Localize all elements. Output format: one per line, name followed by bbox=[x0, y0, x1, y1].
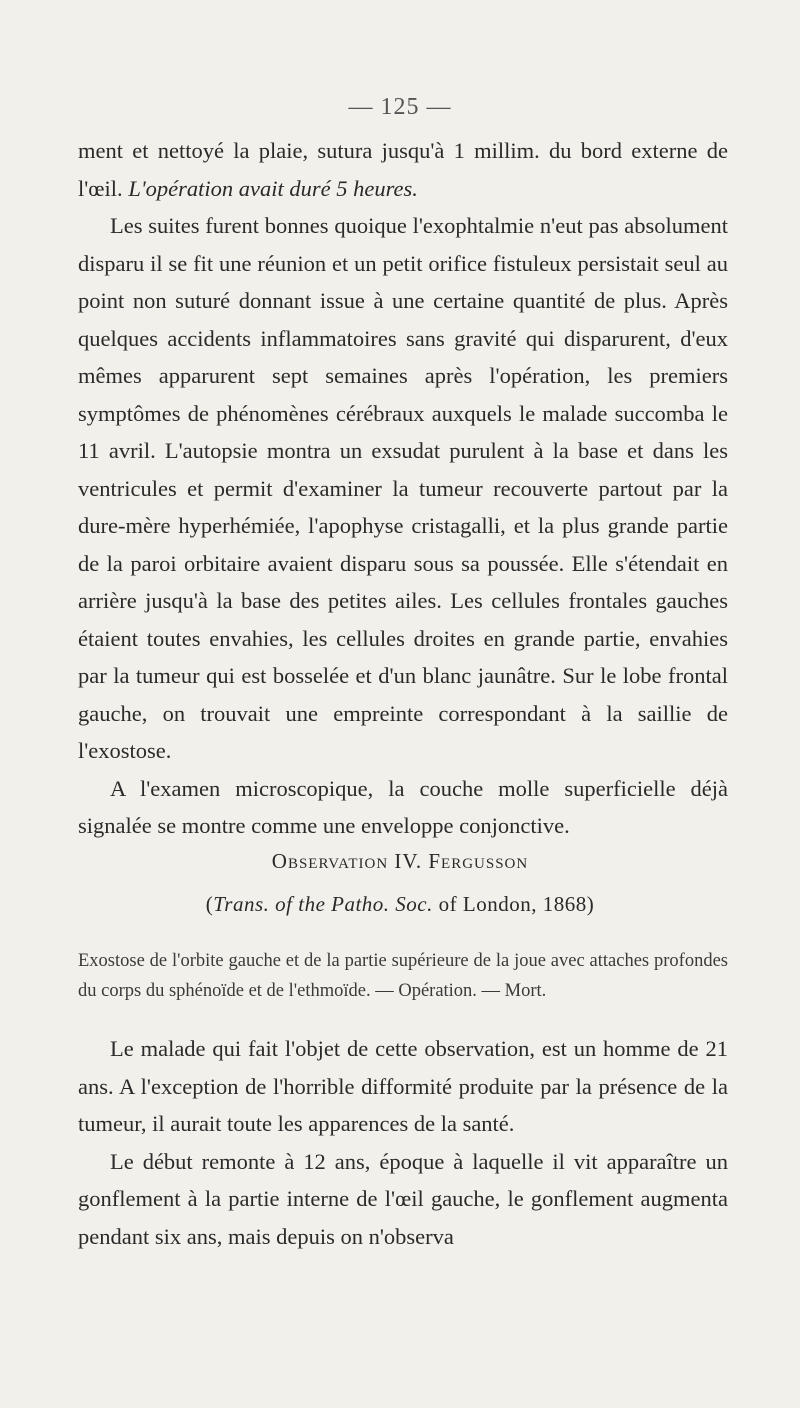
observation-heading: Observation IV. Fergusson bbox=[271, 849, 529, 873]
paragraph-text: ment et nettoyé la plaie, sutura jusqu'à 1 millim. du bord externe de l'œil. bbox=[78, 138, 728, 201]
paragraph-patient: Le malade qui fait l'objet de cette observation, est un homme de 21 ans. A l'exception de l'horrible difformité produite par la présence de la tumeur, il aurait toute les apparences de la santé. bbox=[78, 1036, 728, 1136]
case-summary: Exostose de l'orbite gauche et de la partie supérieure de la joue avec attaches profondes du corps du sphénoïde et de l'ethmoïde. — Opération. — Mort. bbox=[78, 951, 728, 1001]
reference-rest: of London, 1868) bbox=[432, 892, 595, 916]
reference-journal: Trans. of the Patho. Soc. bbox=[213, 892, 433, 916]
paragraph-suites: Les suites furent bonnes quoique l'exophtalmie n'eut pas absolument disparu il se fit une réunion et un petit orifice fistuleux persistait seul au point non suturé donnant issue à une certaine quantité de plus. Après quelques accidents inflammatoires sans gravité qui disparurent, d'eux mêmes apparurent sept semaines après l'opération, les premiers symptômes de phénomènes cérébraux auxquels le malade succomba le 11 avril. L'autopsie montra un exsudat purulent à la base et dans les ventricules et permit d'examiner la tumeur recouverte partout par la dure-mère hyperhémiée, l'apophyse cristagalli, et la plus grande partie de la paroi orbitaire avaient disparu sous sa poussée. Elle s'étendait en arrière jusqu'à la base des petites ailes. Les cellules frontales gauches étaient toutes envahies, les cellules droites en grande partie, envahies par la tumeur qui est bosselée et d'un blanc jaunâtre. Sur le lobe frontal gauche, on trouvait une empreinte correspondant à la saillie de l'exostose. bbox=[78, 213, 728, 763]
paragraph-continuation bbox=[78, 132, 728, 207]
body-text-top bbox=[78, 132, 728, 845]
paragraph-microscopy: A l'examen microscopique, la couche molle superficielle déjà signalée se montre comme une enveloppe conjonctive. bbox=[78, 775, 728, 838]
reference-open: ( bbox=[205, 892, 214, 916]
paragraph-onset: Le début remonte à 12 ans, époque à laquelle il vit apparaître un gonflement à la partie interne de l'œil gauche, le gonflement augmenta pendant six ans, mais depuis on n'observa bbox=[78, 1148, 728, 1249]
page-number: — 125 — bbox=[348, 94, 452, 120]
observation-reference bbox=[0, 892, 800, 917]
body-text-bottom bbox=[78, 1030, 728, 1255]
paragraph-italic: L'opération avait duré 5 heures. bbox=[128, 175, 418, 201]
